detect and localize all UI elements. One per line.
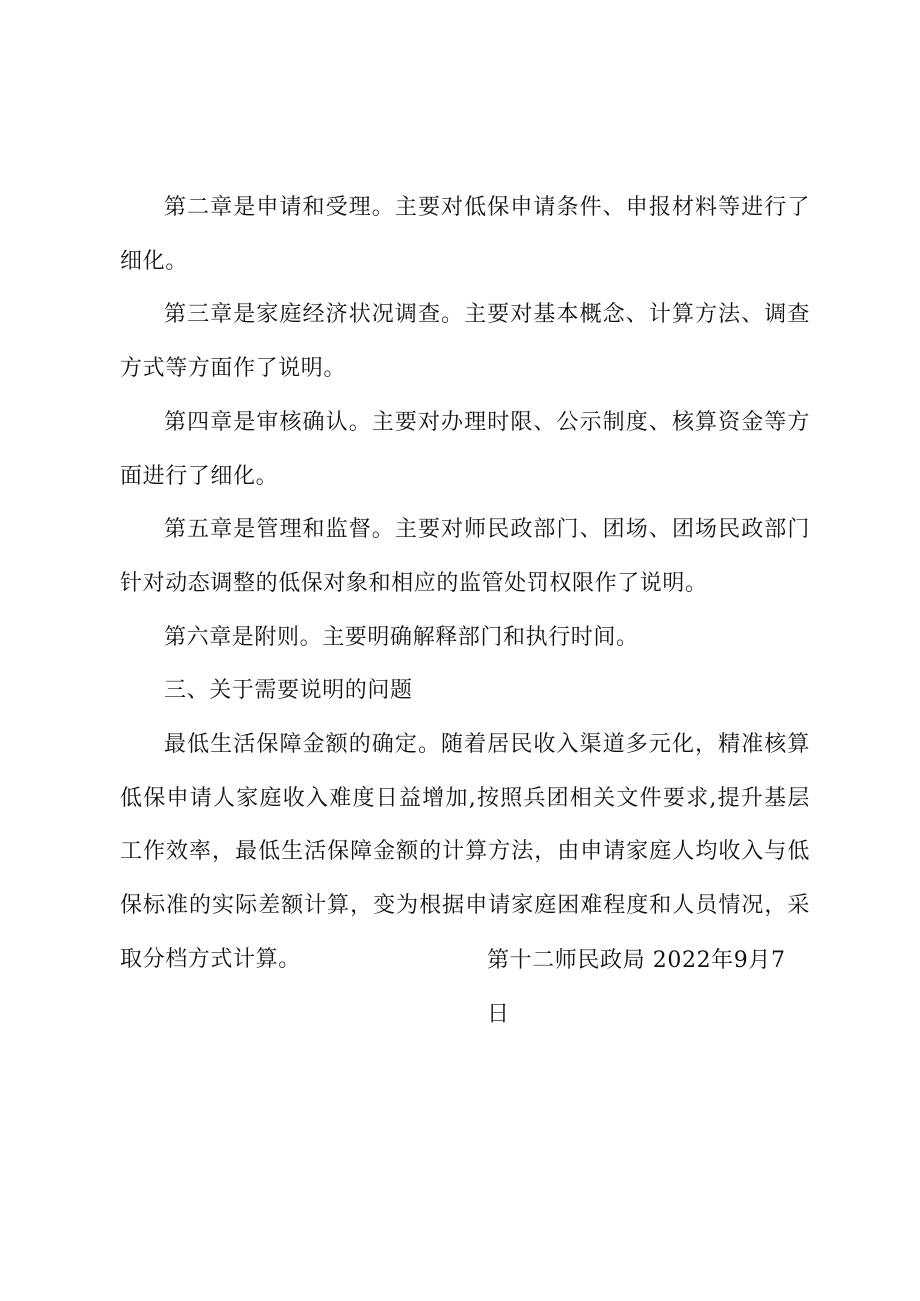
section-heading: 三、关于需要说明的问题 [164, 678, 413, 704]
paragraph-chapter-2: 第二章是申请和受理。主要对低保申请条件、申报材料等进行了细化。 [120, 195, 810, 274]
document-body [120, 181, 810, 987]
paragraph-chapter-6: 第六章是附则。主要明确解释部门和执行时间。 [164, 624, 639, 650]
paragraph-chapter-3: 第三章是家庭经济状况调查。主要对基本概念、计算方法、调查方式等方面作了说明。 [120, 302, 810, 382]
paragraph-chapter-4: 第四章是审核确认。主要对办理时限、公示制度、核算资金等方面进行了细化。 [120, 409, 810, 489]
paragraph-section-3: 最低生活保障金额的确定。随着居民收入渠道多元化，精准核算低保申请人家庭收入难度日益增加,按照兵团相关文件要求,提升基层工作效率，最低生活保障金额的计算方法，由申请家庭人均收入与低保标准的实际差额计算，变为根据申请家庭困难程度和人员情况，采取分档方式计算。 [120, 732, 810, 972]
signature-date: 第十二师民政局 2022年9月7日 [487, 948, 786, 1027]
paragraph-chapter-5: 第五章是管理和监督。主要对师民政部门、团场、团场民政部门针对动态调整的低保对象和相应的监管处罚权限作了说明。 [120, 517, 810, 596]
